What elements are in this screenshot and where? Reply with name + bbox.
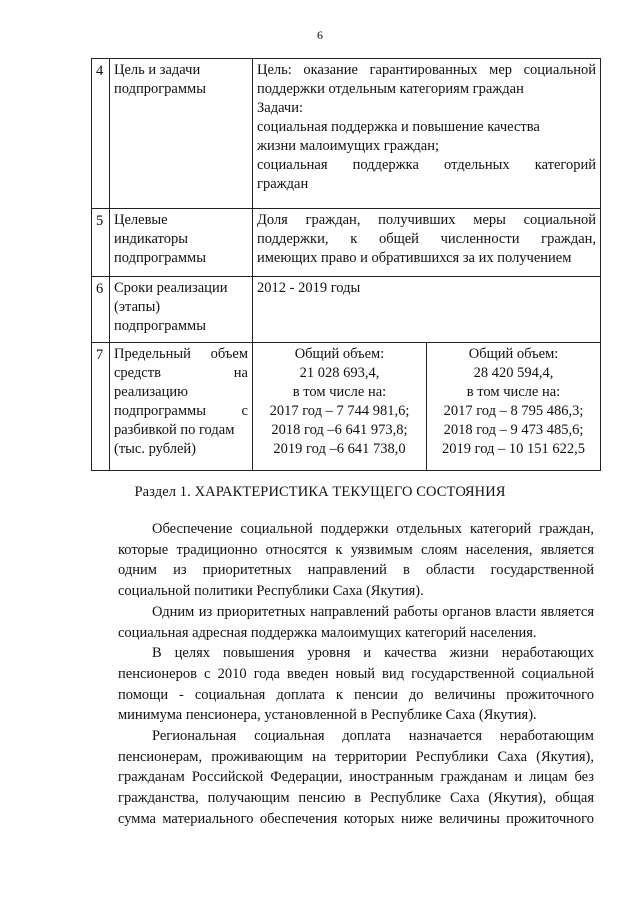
- row-value-line: Доля граждан, получивших меры социальной: [257, 212, 597, 228]
- row-value-line: социальная поддержка и повышение качества: [257, 119, 540, 135]
- row-value-cell: [253, 277, 601, 343]
- row-name-line: (этапы): [114, 299, 161, 315]
- row-name-line: Сроки реализации: [114, 280, 228, 296]
- table-row: [92, 59, 601, 209]
- section-title: Раздел 1. ХАРАКТЕРИСТИКА ТЕКУЩЕГО СОСТОЯНИЯ: [134, 484, 506, 500]
- row-name-line: подпрограммы с: [114, 403, 248, 419]
- row-value-line: поддержки отдельным категориям граждан: [257, 81, 524, 97]
- row-name-cell: [110, 343, 253, 471]
- row-name-cell: [110, 277, 253, 343]
- row-value-line: поддержки, к общей численности граждан,: [257, 231, 597, 247]
- funding-line: 21 028 693,4,: [299, 365, 380, 381]
- row-name-cell: [110, 59, 253, 209]
- row-value-line: граждан: [257, 176, 309, 192]
- funding-line: Общий объем:: [294, 346, 385, 362]
- row-value-line: Цель: оказание гарантированных мер социальной: [257, 62, 597, 78]
- row-name-line: Цель и задачи: [114, 62, 201, 78]
- row-number: 4: [92, 59, 110, 209]
- funding-column-a: [253, 343, 427, 471]
- table-row: [92, 277, 601, 343]
- paragraph: Обеспечение социальной поддержки отдельных категорий граждан, которые традиционно относятся к уязвимым слоям населения, является одним из приоритетных направлений в области государственной социальной политики Республики Саха (Якутия).: [118, 521, 594, 600]
- row-value-cell: [253, 59, 601, 209]
- row-name-cell: [110, 209, 253, 277]
- funding-line: 2019 год –6 641 738,0: [273, 441, 406, 457]
- subprogram-passport-table: [91, 58, 601, 471]
- row-number: 7: [92, 343, 110, 471]
- row-name-line: реализацию: [114, 384, 188, 400]
- row-value-line: Задачи:: [257, 100, 304, 116]
- row-value-line: имеющих право и обратившихся за их получением: [257, 250, 572, 266]
- section-body: [118, 519, 594, 830]
- row-name-line: (тыс. рублей): [114, 441, 196, 457]
- funding-line: 2019 год – 10 151 622,5: [441, 441, 586, 457]
- funding-column-b: [427, 343, 601, 471]
- funding-line: 28 420 594,4,: [473, 365, 554, 381]
- row-name-line: средств на: [114, 365, 248, 381]
- row-name-line: подпрограммы: [114, 250, 206, 266]
- row-number: 6: [92, 277, 110, 343]
- funding-line: 2017 год – 7 744 981,6;: [269, 403, 410, 419]
- table-row: [92, 209, 601, 277]
- funding-line: Общий объем:: [468, 346, 559, 362]
- funding-line: в том числе на:: [466, 384, 561, 400]
- paragraph: Одним из приоритетных направлений работы органов власти является социальная адресная поддержка малоимущих категорий населения.: [118, 603, 594, 641]
- row-name-line: разбивкой по годам: [114, 422, 235, 438]
- row-value-line: жизни малоимущих граждан;: [257, 138, 440, 154]
- row-name-line: индикаторы: [114, 231, 188, 247]
- paragraph: В целях повышения уровня и качества жизни неработающих пенсионеров с 2010 года введен новый вид государственной социальной помощи - социальная доплата к пенсии до величины прожиточного минимума пенсионера, установленной в Республике Саха (Якутия).: [118, 645, 594, 724]
- row-value-cell: [253, 209, 601, 277]
- row-value-line: 2012 - 2019 годы: [257, 280, 361, 296]
- funding-line: 2018 год – 9 473 485,6;: [443, 422, 584, 438]
- table-row: [92, 343, 601, 471]
- row-name-line: подпрограммы: [114, 318, 206, 334]
- funding-line: 2017 год – 8 795 486,3;: [443, 403, 584, 419]
- row-number: 5: [92, 209, 110, 277]
- paragraph: Региональная социальная доплата назначается неработающим пенсионерам, проживающим на территории Республики Саха (Якутия), гражданам Российской Федерации, иностранным гражданам и лицам без гражданства, получающим пенсию в Республике Саха (Якутия), общая сумма материального обеспечения которых ниже величины прожиточного: [118, 728, 594, 827]
- row-name-line: Предельный объем: [114, 346, 248, 362]
- page-number: 6: [317, 28, 323, 42]
- funding-line: 2018 год –6 641 973,8;: [271, 422, 408, 438]
- row-value-line: социальная поддержка отдельных категорий: [257, 157, 597, 173]
- row-name-line: Целевые: [114, 212, 168, 228]
- funding-line: в том числе на:: [292, 384, 387, 400]
- row-name-line: подпрограммы: [114, 81, 206, 97]
